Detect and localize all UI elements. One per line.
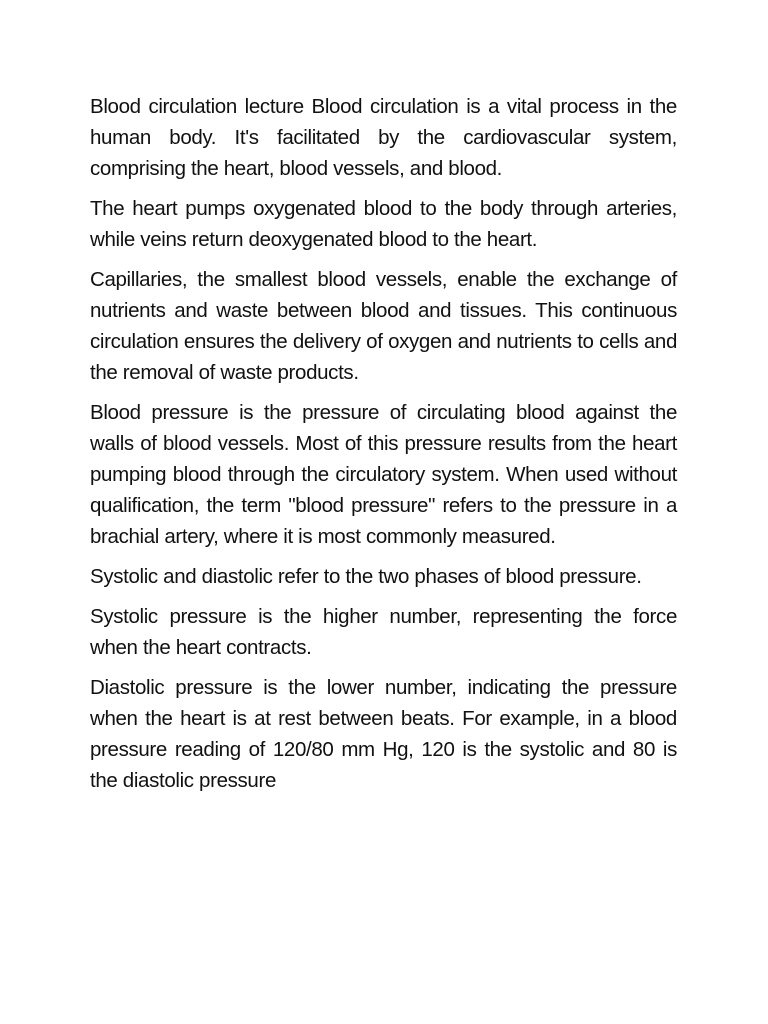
paragraph-heart-pumps: The heart pumps oxygenated blood to the body through arteries, while veins return deoxygenated blood to the heart.	[90, 197, 677, 251]
paragraph-capillaries: Capillaries, the smallest blood vessels, enable the exchange of nutrients and waste between blood and tissues. This continuous circulation ensures the delivery of oxygen and nutrients to cells and the removal of waste products.	[90, 268, 677, 384]
paragraph-systolic: Systolic pressure is the higher number, representing the force when the heart contracts.	[90, 605, 677, 659]
paragraph-blood-pressure: Blood pressure is the pressure of circulating blood against the walls of blood vessels. Most of this pressure results from the heart pumping blood through the circulatory system. When used without qualification, the term "blood pressure" refers to the pressure in a brachial artery, where it is most commonly measured.	[90, 401, 677, 548]
paragraph-diastolic: Diastolic pressure is the lower number, indicating the pressure when the heart is at rest between beats. For example, in a blood pressure reading of 120/80 mm Hg, 120 is the systolic and 80 is the diastolic pressure	[90, 676, 677, 792]
paragraph-systolic-diastolic: Systolic and diastolic refer to the two phases of blood pressure.	[90, 565, 642, 588]
document-page	[90, 91, 677, 805]
paragraph-intro: Blood circulation lecture Blood circulation is a vital process in the human body. It's facilitated by the cardiovascular system, comprising the heart, blood vessels, and blood.	[90, 95, 677, 180]
